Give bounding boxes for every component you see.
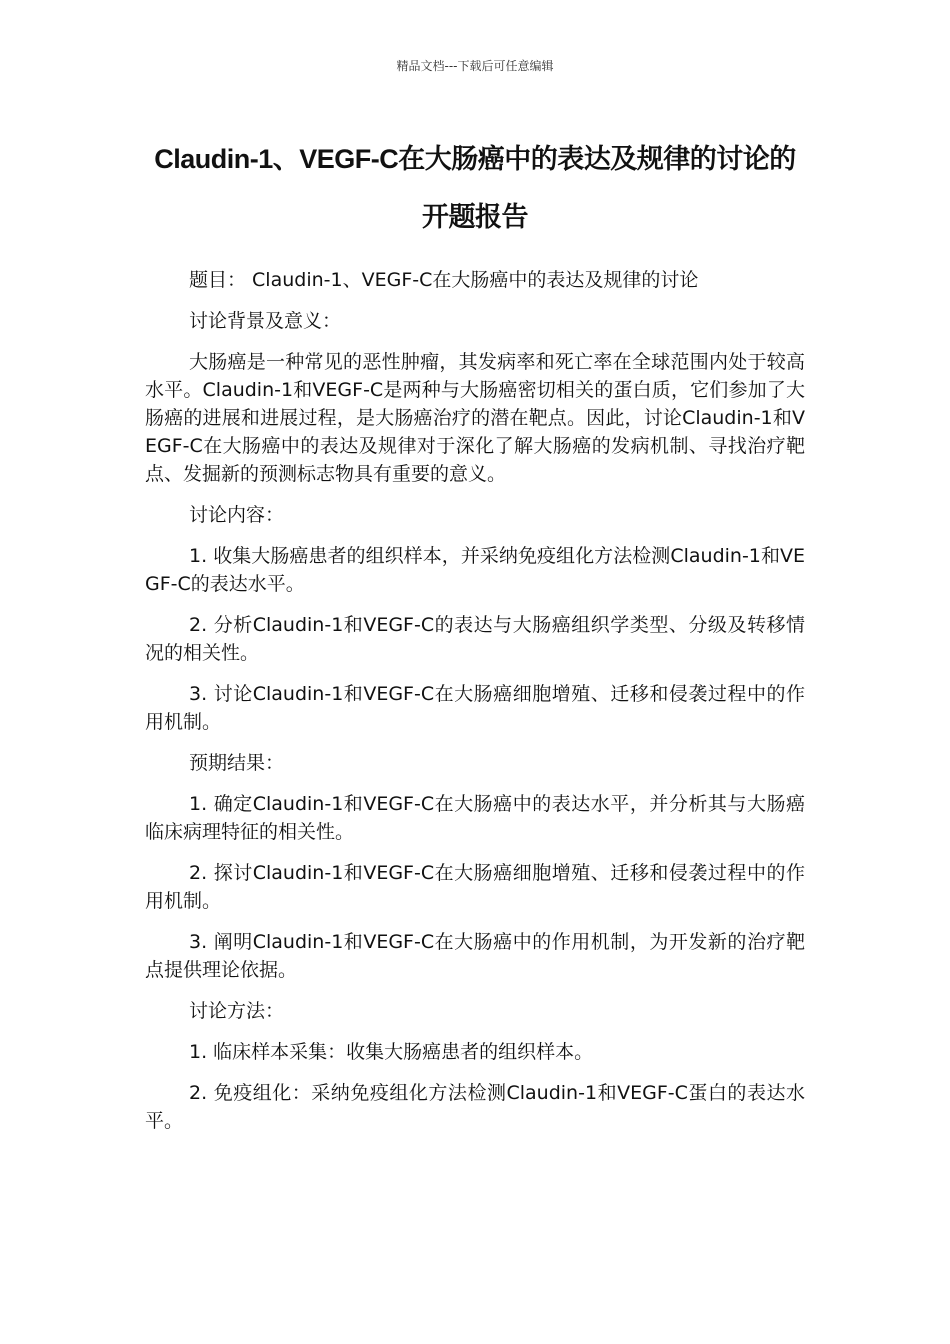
document-body bbox=[145, 266, 805, 1148]
content-item-3: 3. 讨论Claudin-1和VEGF-C在大肠癌细胞增殖、迁移和侵袭过程中的作用机制。 bbox=[145, 683, 805, 733]
document-title: Claudin-1、VEGF-C在大肠癌中的表达及规律的讨论的开题报告 bbox=[154, 144, 796, 232]
results-item-2: 2. 探讨Claudin-1和VEGF-C在大肠癌细胞增殖、迁移和侵袭过程中的作用机制。 bbox=[145, 862, 805, 912]
results-heading: 预期结果： bbox=[189, 752, 285, 774]
background-heading: 讨论背景及意义： bbox=[189, 310, 342, 332]
methods-item-2: 2. 免疫组化：采纳免疫组化方法检测Claudin-1和VEGF-C蛋白的表达水平。 bbox=[145, 1082, 805, 1132]
content-heading: 讨论内容： bbox=[189, 504, 285, 526]
methods-item-1: 1. 临床样本采集：收集大肠癌患者的组织样本。 bbox=[189, 1041, 594, 1063]
header-note: 精品文档---下载后可任意编辑 bbox=[396, 59, 554, 73]
methods-heading: 讨论方法： bbox=[189, 1000, 285, 1022]
content-item-2: 2. 分析Claudin-1和VEGF-C的表达与大肠癌组织学类型、分级及转移情况的相关性。 bbox=[145, 614, 805, 664]
topic-line: 题目： Claudin-1、VEGF-C在大肠癌中的表达及规律的讨论 bbox=[189, 269, 699, 291]
results-item-3: 3. 阐明Claudin-1和VEGF-C在大肠癌中的作用机制，为开发新的治疗靶点提供理论依据。 bbox=[145, 931, 805, 981]
content-item-1: 1. 收集大肠癌患者的组织样本，并采纳免疫组化方法检测Claudin-1和VEGF-C的表达水平。 bbox=[145, 545, 805, 595]
background-paragraph: 大肠癌是一种常见的恶性肿瘤，其发病率和死亡率在全球范围内处于较高水平。Claudin-1和VEGF-C是两种与大肠癌密切相关的蛋白质，它们参加了大肠癌的进展和进展过程，是大肠癌治疗的潜在靶点。因此，讨论Claudin-1和VEGF-C在大肠癌中的表达及规律对于深化了解大肠癌的发病机制、寻找治疗靶点、发掘新的预测标志物具有重要的意义。 bbox=[145, 351, 805, 485]
results-item-1: 1. 确定Claudin-1和VEGF-C在大肠癌中的表达水平，并分析其与大肠癌临床病理特征的相关性。 bbox=[145, 793, 805, 843]
